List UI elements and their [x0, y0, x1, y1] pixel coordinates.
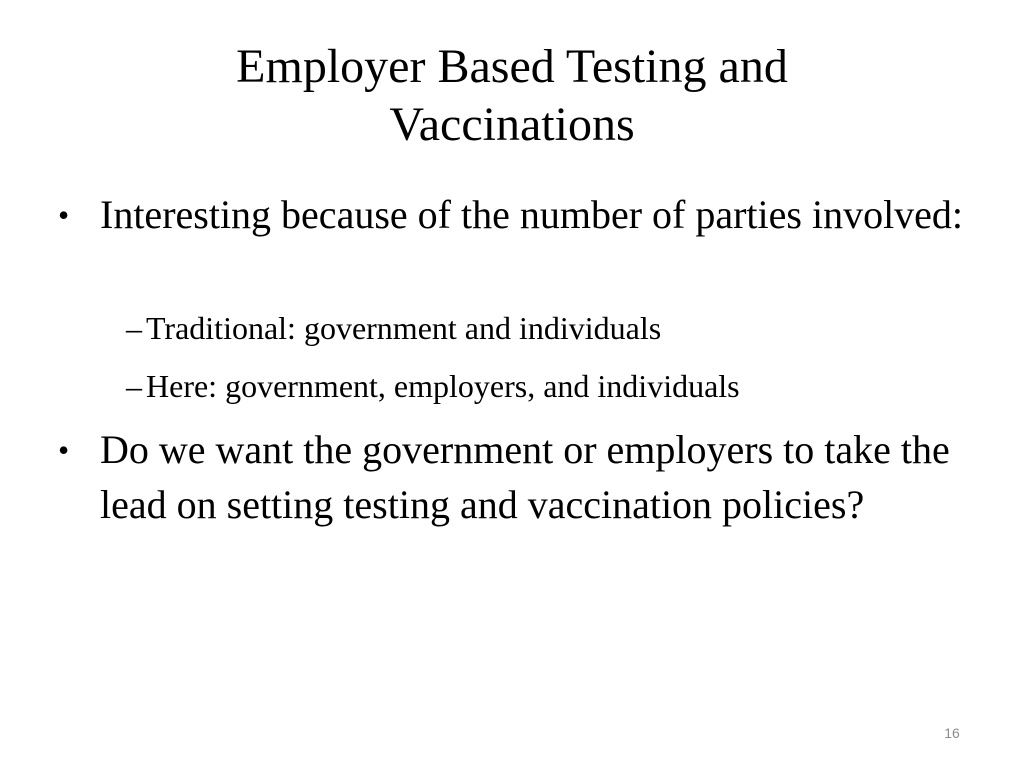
dash-bullet-icon: – — [126, 368, 142, 404]
bullet-text: Do we want the government or employers to take the lead on setting testing and vaccination policies? — [100, 427, 950, 527]
slide-title-line-1: Employer Based Testing and — [236, 40, 788, 93]
sub-bullet-text: Traditional: government and individuals — [146, 310, 662, 346]
bullet-point-icon: • — [58, 432, 70, 468]
slide-title-line-2: Vaccinations — [389, 98, 635, 151]
bullet-point-icon: • — [58, 197, 70, 233]
sub-bullet-text: Here: government, employers, and individuals — [146, 368, 740, 404]
bullet-text: Interesting because of the number of parties involved: — [100, 192, 964, 237]
dash-bullet-icon: – — [126, 310, 142, 346]
page-number: 16 — [944, 725, 960, 741]
